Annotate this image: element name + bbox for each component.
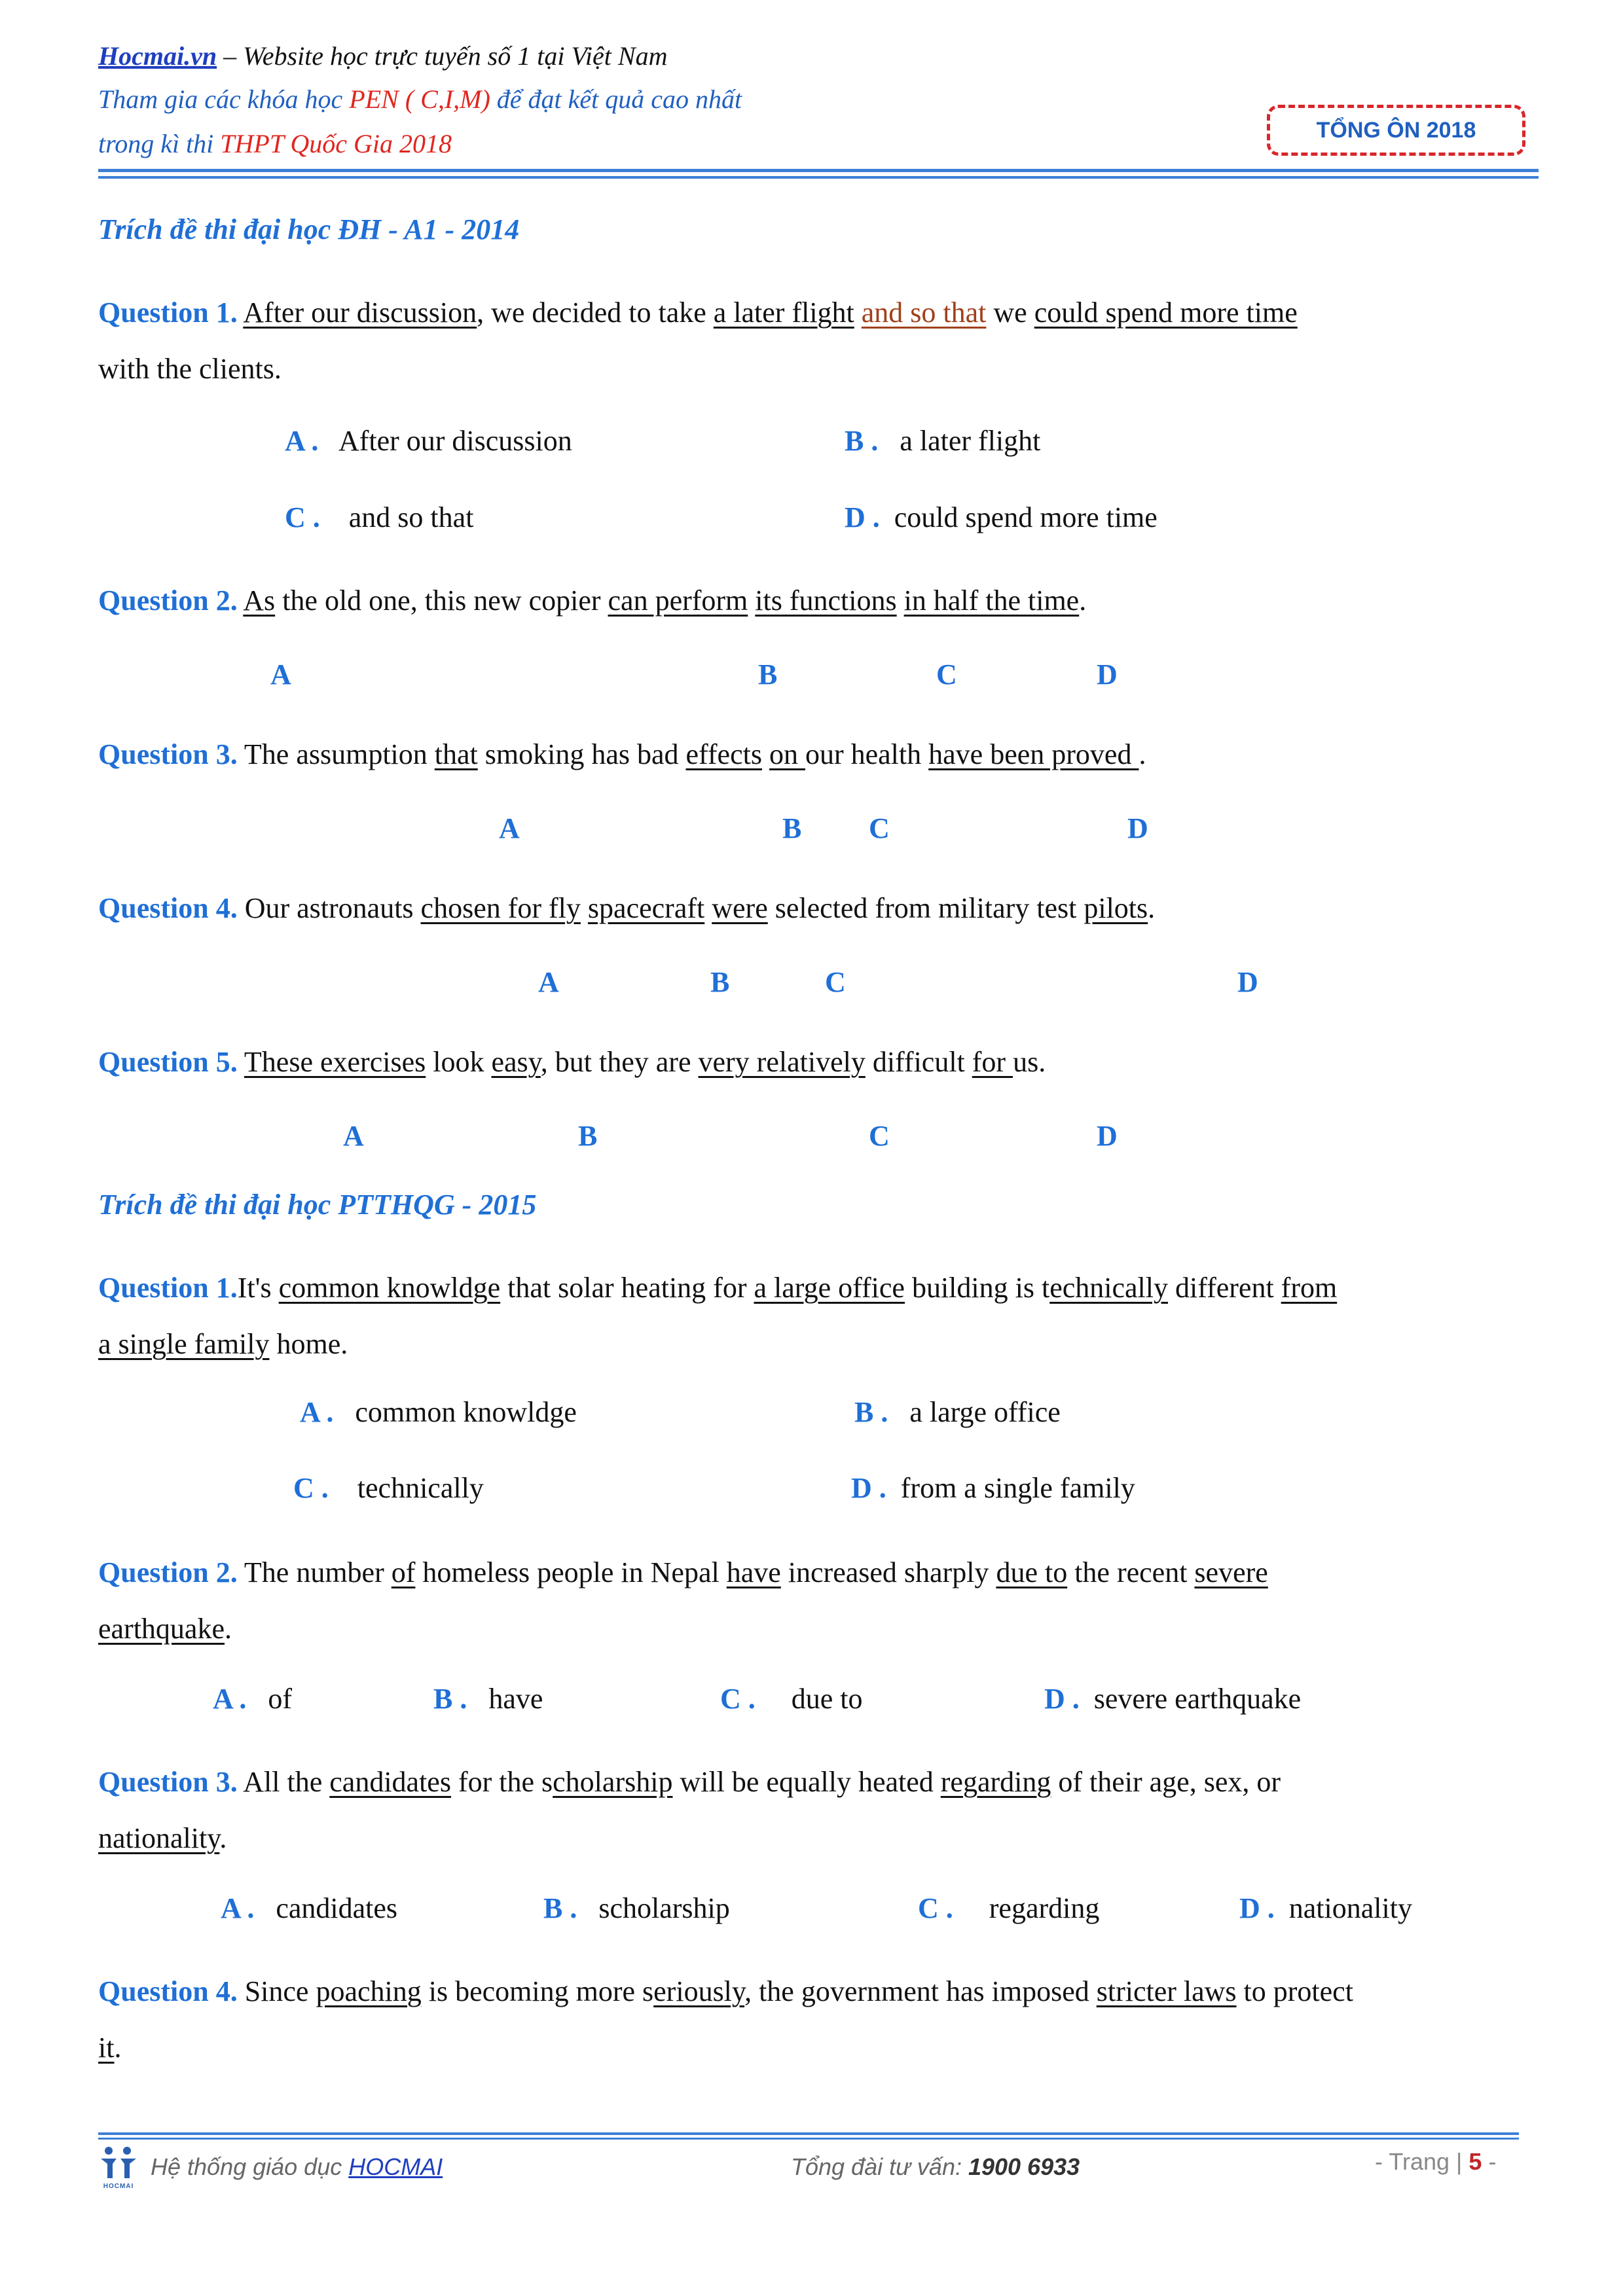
text: Since	[237, 1975, 316, 2007]
text: , we decided to take	[477, 296, 714, 329]
marker-a: A	[538, 966, 559, 998]
text: , but they are	[540, 1046, 699, 1078]
text: building is t	[904, 1272, 1050, 1304]
marker-b: B	[710, 966, 730, 998]
text: us.	[1013, 1046, 1046, 1078]
underlined-part: a later flight	[713, 296, 854, 329]
option-a[interactable]: A . After our discussion	[285, 425, 572, 457]
underlined-part: spacecraft	[587, 892, 705, 924]
underlined-part: of	[391, 1556, 416, 1588]
hotline-number: 1900 6933	[968, 2153, 1080, 2180]
logo-text: HOCMAI	[103, 2183, 134, 2190]
header-line-3	[98, 128, 452, 160]
underlined-part: These exercises	[244, 1046, 426, 1078]
underlined-part: candidates	[329, 1766, 451, 1798]
header-text: trong kì thi	[98, 129, 221, 158]
underlined-part: a single family	[98, 1328, 270, 1360]
marker-a: A	[343, 1120, 364, 1152]
underlined-part: effects	[685, 738, 762, 770]
hotline-label: Tổng đài tư vấn:	[791, 2153, 968, 2180]
marker-a: A	[270, 658, 291, 691]
underlined-part: easy	[491, 1046, 541, 1078]
marker-c: C	[825, 966, 846, 998]
underlined-part: As	[243, 584, 276, 617]
text: The number	[237, 1556, 392, 1588]
underlined-part: due to	[996, 1556, 1068, 1588]
question-label: Question 3.	[98, 738, 238, 770]
option-c[interactable]: C . regarding	[918, 1892, 1100, 1924]
underlined-part: from	[1281, 1272, 1338, 1304]
question-label: Question 1.	[98, 1272, 238, 1304]
marker-c: C	[869, 812, 890, 844]
underlined-part: earthquake	[98, 1613, 225, 1645]
underlined-part: that	[434, 738, 478, 770]
underlined-part: pilots	[1084, 892, 1148, 924]
underlined-part: chosen for fly	[420, 892, 581, 924]
underlined-part: have	[726, 1556, 781, 1588]
marker-b: B	[578, 1120, 598, 1152]
text: .	[219, 1822, 227, 1854]
header-line-2	[98, 84, 742, 115]
section-title: Trích đề thi đại học ĐH - A1 - 2014	[98, 213, 520, 245]
text: It's	[237, 1272, 279, 1304]
text: the old one, this new copier	[275, 584, 608, 617]
underlined-part: After our discussion	[243, 296, 477, 329]
text: home.	[269, 1328, 348, 1360]
text	[762, 738, 769, 770]
option-c[interactable]: C . and so that	[285, 501, 474, 533]
text: .	[1079, 584, 1087, 617]
underlined-part: common knowldge	[278, 1272, 501, 1304]
underlined-part: nationality	[98, 1822, 220, 1854]
text	[854, 296, 862, 329]
question-label: Question 1.	[98, 296, 238, 329]
header-divider	[98, 169, 1539, 172]
underlined-part: severe	[1194, 1556, 1268, 1588]
question-label: Question 2.	[98, 1556, 238, 1588]
text: .	[1148, 892, 1156, 924]
text: The assumption	[237, 738, 435, 770]
marker-d: D	[1237, 966, 1258, 998]
page-number-value: 5	[1468, 2148, 1482, 2175]
text: will be equally heated	[672, 1766, 941, 1798]
marker-c: C	[869, 1120, 890, 1152]
option-d[interactable]: D . nationality	[1239, 1892, 1412, 1924]
page-number: - Trang | 5 -	[1375, 2148, 1497, 2175]
question	[98, 1260, 1539, 1372]
question	[98, 1964, 1539, 2076]
underlined-part: could spend more time	[1034, 296, 1298, 329]
underlined-part: regarding	[940, 1766, 1051, 1798]
footer-divider	[98, 2138, 1519, 2140]
hocmai-link[interactable]: HOCMAI	[348, 2153, 443, 2180]
text: Our astronauts	[237, 892, 421, 924]
option-c[interactable]: C . due to	[720, 1683, 863, 1715]
text: look	[426, 1046, 492, 1078]
text: difficult	[865, 1046, 972, 1078]
marker-d: D	[1127, 812, 1148, 844]
footer-divider	[98, 2132, 1519, 2135]
header-divider	[98, 176, 1539, 179]
underlined-part: its functions	[755, 584, 897, 617]
text: .	[114, 2032, 122, 2064]
underlined-part: poaching	[316, 1975, 422, 2007]
question	[98, 1545, 1539, 1657]
text: for the s	[450, 1766, 553, 1798]
question-label: Question 2.	[98, 584, 238, 617]
question	[98, 1754, 1539, 1867]
underlined-part: very relatively	[698, 1046, 866, 1078]
site-link[interactable]: Hocmai.vn	[98, 41, 217, 71]
underlined-part: for	[972, 1046, 1013, 1078]
underlined-part: it	[98, 2032, 115, 2064]
text: , the government has imposed	[744, 1975, 1097, 2007]
text: of their age, sex, or	[1051, 1766, 1281, 1798]
option-b[interactable]: B . have	[433, 1683, 543, 1715]
option-d[interactable]: D . from a single family	[851, 1472, 1135, 1504]
text	[748, 584, 755, 617]
marker-a: A	[499, 812, 520, 844]
footer-hotline	[791, 2153, 1080, 2181]
text: that solar heating for	[500, 1272, 754, 1304]
option-c[interactable]: C . technically	[293, 1472, 484, 1504]
pen-courses: PEN ( C,I,M)	[349, 84, 490, 114]
underlined-part: have been proved	[928, 738, 1139, 770]
footer-system	[151, 2153, 443, 2181]
text: with the clients.	[98, 353, 282, 385]
text	[897, 584, 904, 617]
header-text: để đạt kết quả cao nhất	[490, 84, 742, 114]
question-label: Question 4.	[98, 892, 238, 924]
underlined-part: and so that	[861, 296, 987, 329]
question-label: Question 4.	[98, 1975, 238, 2007]
marker-d: D	[1097, 1120, 1118, 1152]
text: .	[1139, 738, 1146, 770]
header-line-1	[98, 41, 667, 72]
option-d[interactable]: D . could spend more time	[845, 501, 1158, 533]
text: is becoming more s	[421, 1975, 654, 2007]
tagline: – Website học trực tuyến số 1 tại Việt Nam	[217, 41, 668, 71]
option-b[interactable]: B . a later flight	[845, 425, 1041, 457]
text: different	[1168, 1272, 1281, 1304]
underlined-part: can perform	[608, 584, 748, 617]
review-badge: TỔNG ÔN 2018	[1267, 105, 1525, 156]
option-b[interactable]: B . scholarship	[543, 1892, 730, 1924]
text: our health	[805, 738, 929, 770]
text: the recent	[1067, 1556, 1195, 1588]
text: we	[986, 296, 1034, 329]
underlined-part: cholarship	[553, 1766, 673, 1798]
text: increased sharply	[780, 1556, 996, 1588]
text: .	[225, 1613, 232, 1645]
underlined-part: were	[712, 892, 768, 924]
marker-c: C	[936, 658, 957, 691]
text	[704, 892, 712, 924]
hocmai-logo	[98, 2145, 139, 2189]
question	[98, 573, 1539, 629]
text: smoking has bad	[477, 738, 686, 770]
marker-d: D	[1097, 658, 1118, 691]
question-label: Question 5.	[98, 1046, 238, 1078]
option-b[interactable]: B . a large office	[854, 1396, 1061, 1428]
option-d[interactable]: D . severe earthquake	[1044, 1683, 1302, 1715]
option-a[interactable]: A . of	[213, 1683, 293, 1715]
question-label: Question 3.	[98, 1766, 238, 1798]
text	[581, 892, 588, 924]
text: All the	[237, 1766, 330, 1798]
option-a[interactable]: A . common knowldge	[300, 1396, 577, 1428]
question	[98, 1034, 1539, 1090]
underlined-part: a large office	[754, 1272, 905, 1304]
exam-name: THPT Quốc Gia 2018	[220, 129, 452, 158]
underlined-part: eriously	[653, 1975, 745, 2007]
underlined-part: stricter laws	[1096, 1975, 1237, 2007]
section-title: Trích đề thi đại học PTTHQG - 2015	[98, 1189, 537, 1221]
header-text: Tham gia các khóa học	[98, 84, 350, 114]
marker-b: B	[782, 812, 802, 844]
footer-text: Hệ thống giáo dục	[151, 2153, 349, 2180]
question	[98, 726, 1539, 783]
text: selected from military test	[767, 892, 1084, 924]
underlined-part: on	[769, 738, 805, 770]
question	[98, 880, 1539, 937]
marker-b: B	[758, 658, 778, 691]
option-a[interactable]: A . candidates	[221, 1892, 398, 1924]
logo-icon	[98, 2145, 139, 2179]
underlined-part: echnically	[1049, 1272, 1168, 1304]
question	[98, 285, 1539, 397]
text: homeless people in Nepal	[415, 1556, 727, 1588]
underlined-part: in half the time	[903, 584, 1080, 617]
text: to protect	[1236, 1975, 1353, 2007]
